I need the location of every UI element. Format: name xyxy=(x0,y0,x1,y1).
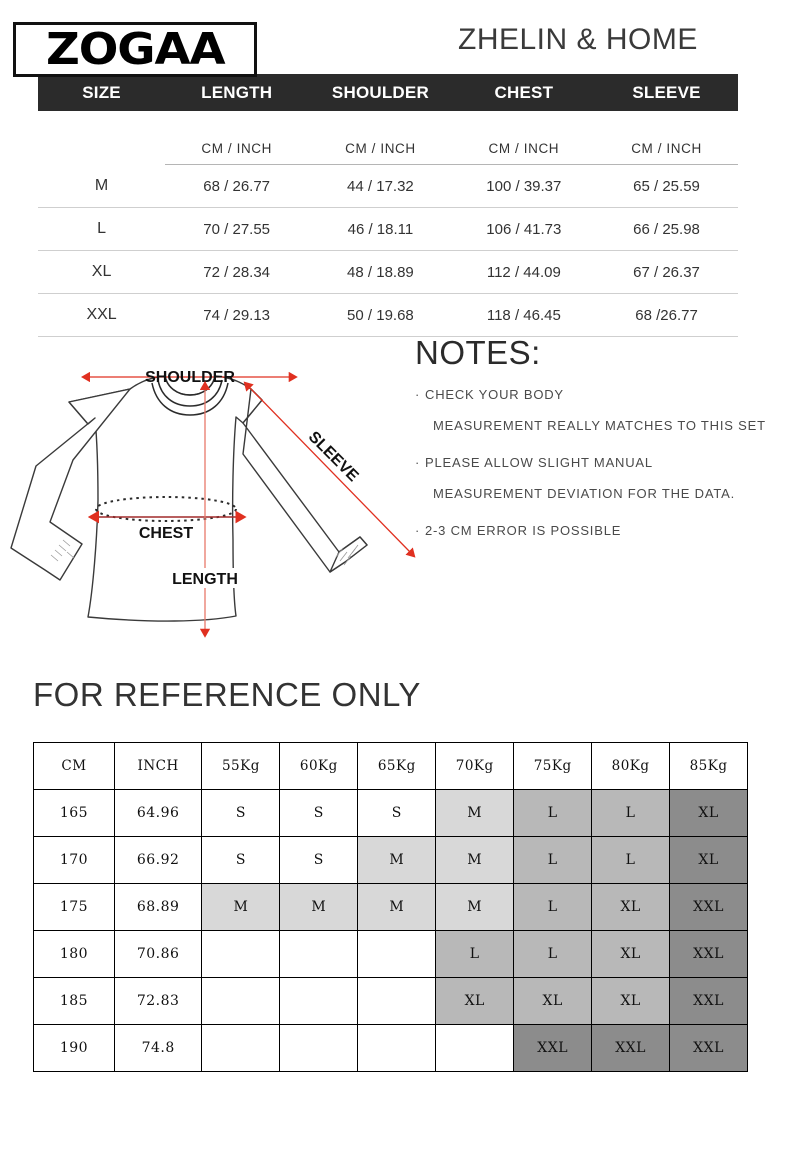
size-recommendation-cell: XXL xyxy=(670,884,748,931)
size-recommendation-cell xyxy=(358,978,436,1025)
size-recommendation-cell: S xyxy=(280,837,358,884)
table-row xyxy=(34,884,748,931)
sleeve-value: 66 / 25.98 xyxy=(595,208,738,251)
size-recommendation-cell xyxy=(358,1025,436,1072)
table-row xyxy=(34,1025,748,1072)
reference-title: FOR REFERENCE ONLY xyxy=(33,676,421,713)
size-measurement-table xyxy=(38,74,738,337)
size-recommendation-cell: L xyxy=(436,931,514,978)
note-line xyxy=(415,455,790,470)
unit-cell-chest: CM / INCH xyxy=(453,111,595,165)
zogaa-logo-text: ZOGAA xyxy=(45,23,225,75)
table-row xyxy=(38,294,738,337)
size-table-header-sleeve: SLEEVE xyxy=(595,74,738,111)
size-recommendation-cell: L xyxy=(592,837,670,884)
note-line xyxy=(415,523,790,538)
size-table-header-size: SIZE xyxy=(38,74,165,111)
zogaa-logo xyxy=(13,22,257,77)
size-table-header-length: LENGTH xyxy=(165,74,308,111)
size-recommendation-cell: L xyxy=(514,931,592,978)
bullet-icon: · xyxy=(415,387,421,402)
sleeve-value: 68 /26.77 xyxy=(595,294,738,337)
sleeve-value: 65 / 25.59 xyxy=(595,165,738,208)
size-recommendation-cell: L xyxy=(514,790,592,837)
chest-value: 106 / 41.73 xyxy=(453,208,595,251)
reference-header-cell: 85Kg xyxy=(670,743,748,790)
table-row xyxy=(34,931,748,978)
height-inch-cell: 70.86 xyxy=(114,931,202,978)
length-value: 74 / 29.13 xyxy=(165,294,308,337)
height-inch-cell: 72.83 xyxy=(114,978,202,1025)
unit-cell-blank xyxy=(38,111,165,165)
height-weight-reference-table xyxy=(33,742,748,1072)
size-label: L xyxy=(38,208,165,251)
chest-value: 112 / 44.09 xyxy=(453,251,595,294)
size-recommendation-cell: M xyxy=(436,790,514,837)
note-item xyxy=(415,387,790,433)
height-cm-cell: 170 xyxy=(34,837,115,884)
table-row xyxy=(38,251,738,294)
chest-label: CHEST xyxy=(138,525,194,542)
shoulder-label: SHOULDER xyxy=(145,369,235,386)
notes-title: NOTES: xyxy=(415,334,541,371)
table-row xyxy=(38,165,738,208)
size-table-unit-row xyxy=(38,111,738,165)
note-item xyxy=(415,523,790,538)
size-recommendation-cell xyxy=(280,1025,358,1072)
size-recommendation-cell: M xyxy=(436,837,514,884)
note-text: PLEASE ALLOW SLIGHT MANUAL xyxy=(425,455,653,470)
unit-cell-shoulder: CM / INCH xyxy=(308,111,452,165)
note-line xyxy=(415,387,790,402)
size-recommendation-cell: M xyxy=(202,884,280,931)
shoulder-value: 48 / 18.89 xyxy=(308,251,452,294)
reference-header-cell: 80Kg xyxy=(592,743,670,790)
table-row xyxy=(34,790,748,837)
sleeve-label: SLEEVE xyxy=(304,428,362,486)
note-text: CHECK YOUR BODY xyxy=(425,387,564,402)
chest-value: 118 / 46.45 xyxy=(453,294,595,337)
reference-header-cell: CM xyxy=(34,743,115,790)
notes-section xyxy=(415,336,790,538)
size-recommendation-cell: XL xyxy=(592,931,670,978)
size-recommendation-cell: S xyxy=(280,790,358,837)
note-text: MEASUREMENT REALLY MATCHES TO THIS SET xyxy=(433,418,766,433)
size-recommendation-cell: M xyxy=(436,884,514,931)
height-inch-cell: 74.8 xyxy=(114,1025,202,1072)
height-inch-cell: 68.89 xyxy=(114,884,202,931)
size-table-header-chest: CHEST xyxy=(453,74,595,111)
length-value: 72 / 28.34 xyxy=(165,251,308,294)
size-recommendation-cell: S xyxy=(202,790,280,837)
size-recommendation-cell: XXL xyxy=(592,1025,670,1072)
shoulder-value: 46 / 18.11 xyxy=(308,208,452,251)
table-row xyxy=(38,208,738,251)
size-label: M xyxy=(38,165,165,208)
bullet-icon: · xyxy=(415,523,421,538)
unit-cell-sleeve: CM / INCH xyxy=(595,111,738,165)
size-recommendation-cell: M xyxy=(358,837,436,884)
size-recommendation-cell: XXL xyxy=(514,1025,592,1072)
size-recommendation-cell xyxy=(436,1025,514,1072)
bullet-icon: · xyxy=(415,455,421,470)
length-value: 70 / 27.55 xyxy=(165,208,308,251)
size-recommendation-cell: S xyxy=(358,790,436,837)
size-recommendation-cell: XL xyxy=(670,790,748,837)
table-row xyxy=(34,837,748,884)
note-item xyxy=(415,455,790,501)
height-cm-cell: 185 xyxy=(34,978,115,1025)
brand-title: ZHELIN & HOME xyxy=(458,23,698,56)
size-recommendation-cell xyxy=(202,1025,280,1072)
size-recommendation-cell xyxy=(202,931,280,978)
size-recommendation-cell: L xyxy=(514,837,592,884)
size-recommendation-cell: XL xyxy=(514,978,592,1025)
chest-value: 100 / 39.37 xyxy=(453,165,595,208)
size-recommendation-cell: L xyxy=(592,790,670,837)
size-recommendation-cell: XXL xyxy=(670,931,748,978)
note-text: MEASUREMENT DEVIATION FOR THE DATA. xyxy=(433,486,735,501)
sleeve-value: 67 / 26.37 xyxy=(595,251,738,294)
garment-measurement-diagram xyxy=(0,340,420,670)
size-label: XXL xyxy=(38,294,165,337)
reference-header-cell: 70Kg xyxy=(436,743,514,790)
reference-header-cell: INCH xyxy=(114,743,202,790)
length-label: LENGTH xyxy=(172,571,238,588)
size-table-header-row xyxy=(38,74,738,111)
size-recommendation-cell: XXL xyxy=(670,978,748,1025)
length-value: 68 / 26.77 xyxy=(165,165,308,208)
size-label: XL xyxy=(38,251,165,294)
height-cm-cell: 175 xyxy=(34,884,115,931)
size-recommendation-cell xyxy=(280,931,358,978)
size-recommendation-cell xyxy=(202,978,280,1025)
reference-header-cell: 65Kg xyxy=(358,743,436,790)
size-recommendation-cell: XXL xyxy=(670,1025,748,1072)
size-recommendation-cell: L xyxy=(514,884,592,931)
size-recommendation-cell: XL xyxy=(592,978,670,1025)
size-recommendation-cell: M xyxy=(280,884,358,931)
shoulder-value: 50 / 19.68 xyxy=(308,294,452,337)
unit-cell-length: CM / INCH xyxy=(165,111,308,165)
table-row xyxy=(34,978,748,1025)
reference-header-cell: 75Kg xyxy=(514,743,592,790)
size-recommendation-cell xyxy=(358,931,436,978)
size-recommendation-cell: M xyxy=(358,884,436,931)
height-cm-cell: 165 xyxy=(34,790,115,837)
size-recommendation-cell xyxy=(280,978,358,1025)
reference-header-cell: 60Kg xyxy=(280,743,358,790)
shoulder-value: 44 / 17.32 xyxy=(308,165,452,208)
note-text: 2-3 CM ERROR IS POSSIBLE xyxy=(425,523,622,538)
height-inch-cell: 64.96 xyxy=(114,790,202,837)
size-recommendation-cell: XL xyxy=(592,884,670,931)
size-recommendation-cell: XL xyxy=(436,978,514,1025)
height-inch-cell: 66.92 xyxy=(114,837,202,884)
size-recommendation-cell: S xyxy=(202,837,280,884)
height-cm-cell: 180 xyxy=(34,931,115,978)
height-cm-cell: 190 xyxy=(34,1025,115,1072)
size-table-header-shoulder: SHOULDER xyxy=(308,74,452,111)
reference-header-row xyxy=(34,743,748,790)
reference-header-cell: 55Kg xyxy=(202,743,280,790)
size-recommendation-cell: XL xyxy=(670,837,748,884)
